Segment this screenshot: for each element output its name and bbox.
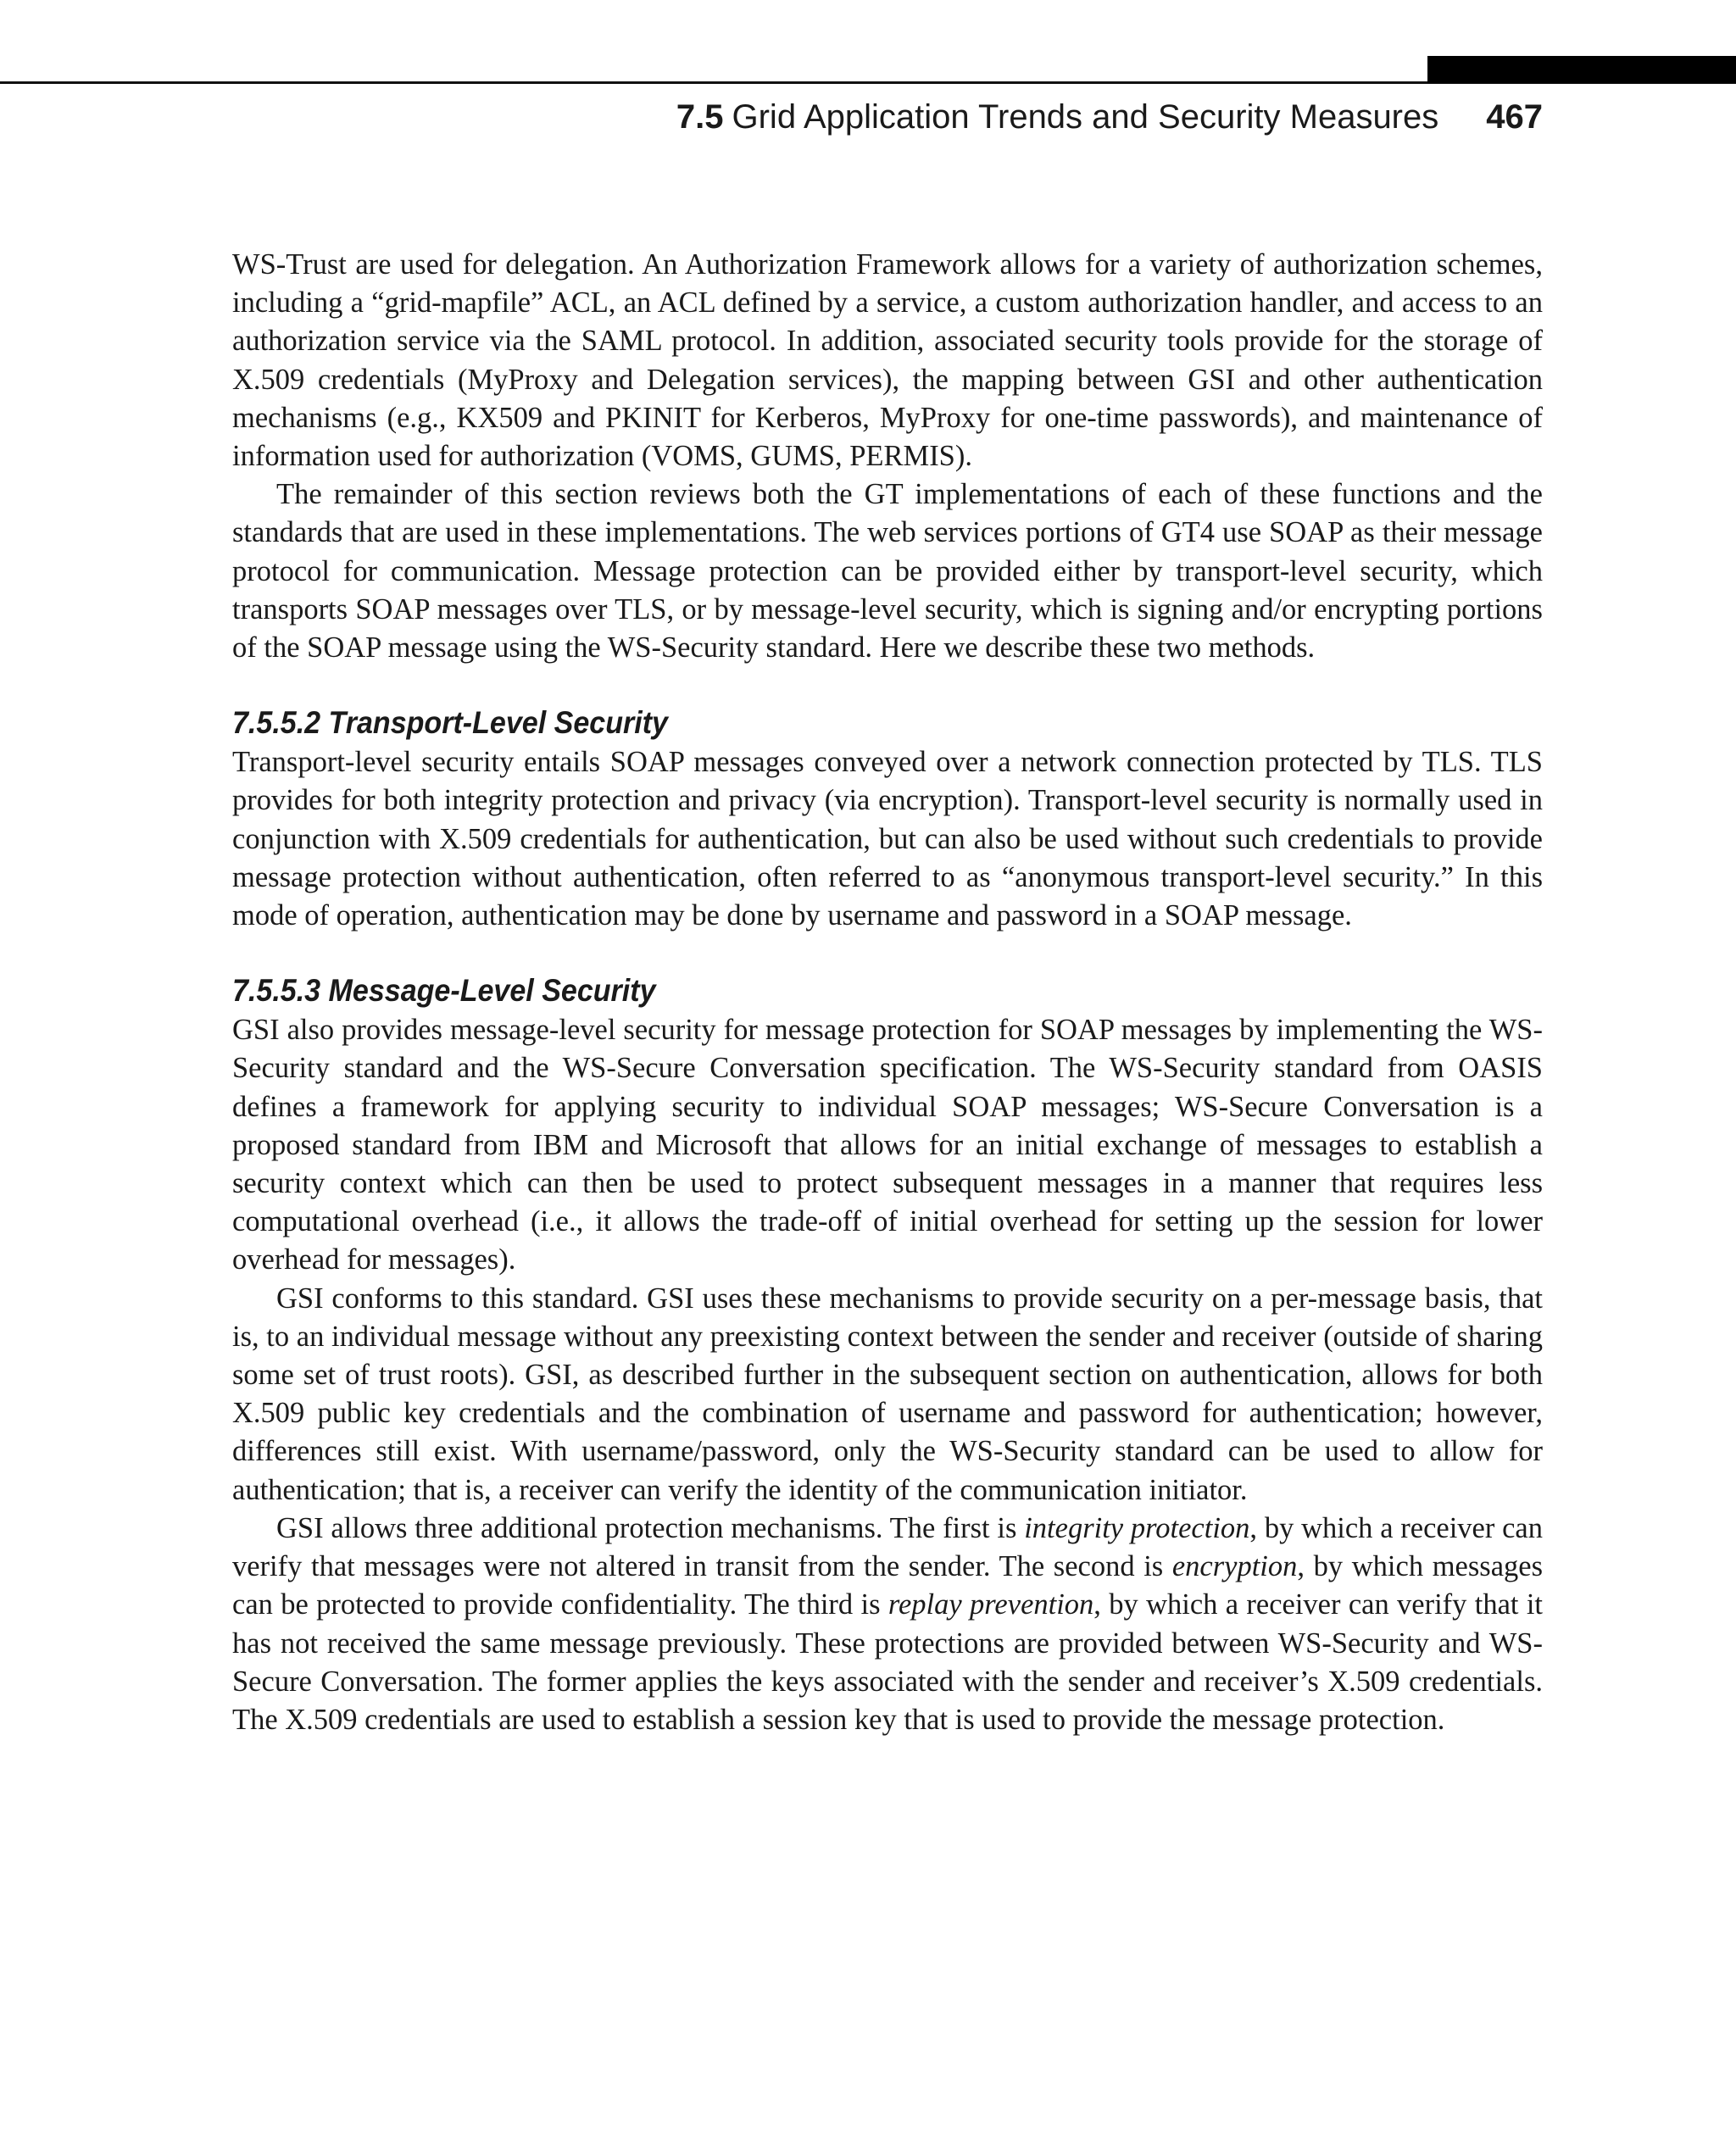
paragraph: WS-Trust are used for delegation. An Authorization Framework allows for a variety of authorization schemes, including a “grid-mapfile” ACL, an ACL defined by a service, a custom authorization handler, and access to an authorization service via the SAML protocol. In addition, associated security tools provide for the storage of X.509 credentials (MyProxy and Delegation services), the mapping between GSI and other authentication mechanisms (e.g., KX509 and PKINIT for Kerberos, MyProxy for one-time passwords), and maintenance of information used for authorization (VOMS, GUMS, PERMIS). (232, 248, 1543, 473)
text-run: , by which a receiver can verify that it has not received the same message previously. These protections are provided between WS-Security and WS-Secure Conversation. The former applies the keys associated with the sender and receiver’s X.509 credentials. The X.509 credentials are used to establish a session key that is used to provide the message protection. (232, 1588, 1543, 1736)
emphasis-encryption: encryption (1171, 1550, 1298, 1583)
subsection-heading-transport: 7.5.5.2 Transport-Level Security (232, 705, 668, 741)
header-tab-bar (1427, 56, 1736, 83)
emphasis-integrity-protection: integrity protection (1024, 1511, 1250, 1544)
paragraph: Transport-level security entails SOAP messages conveyed over a network connection protected by TLS. TLS provides for both integrity protection and privacy (via encryption). Transport-level security is normally used in conjunction with X.509 credentials for authentication, but can also be used without such credentials to provide message protection without authentication, often referred to as “anonymous transport-level security.” In this mode of operation, authentication may be done by username and password in a SOAP message. (232, 746, 1543, 932)
paragraph: GSI conforms to this standard. GSI uses these mechanisms to provide security on a per-message basis, that is, to an individual message without any preexisting context between the sender and receiver (outside of sharing some set of trust roots). GSI, as described further in the subsequent section on authentication, allows for both X.509 public key credentials and the combination of username and password for authentication; however, differences still exist. With username/password, only the WS-Security standard can be used to allow for authentication; that is, a receiver can verify the identity of the communication initiator. (232, 1282, 1543, 1506)
subsection-heading-message: 7.5.5.3 Message-Level Security (232, 973, 656, 1009)
text-run: , by which a receiver can verify that messages were not altered in transit from the sender. The second is (232, 1511, 1543, 1583)
page-number: 467 (1486, 98, 1543, 136)
text-run: GSI allows three additional protection mechanisms. The first is (276, 1511, 1025, 1544)
section-number: 7.5 (676, 98, 724, 136)
paragraph: GSI also provides message-level security for message protection for SOAP messages by implementing the WS-Security standard and the WS-Secure Conversation specification. The WS-Security standard from OASIS defines a framework for applying security to individual SOAP messages; WS-Secure Conversation is a proposed standard from IBM and Microsoft that allows for an initial exchange of messages to establish a security context which can then be used to protect subsequent messages in a manner that requires less computational overhead (i.e., it allows the trade-off of initial overhead for setting up the session for lower overhead for messages). (232, 1014, 1543, 1276)
running-head (676, 92, 1543, 142)
emphasis-replay-prevention: replay prevention (887, 1588, 1094, 1621)
paragraph: The remainder of this section reviews both the GT implementations of each of these functions and the standards that are used in these implementations. The web services portions of GT4 use SOAP as their message protocol for communication. Message protection can be provided either by transport-level security, which transports SOAP messages over TLS, or by message-level security, which is signing and/or encrypting portions of the SOAP message using the WS-Security standard. Here we describe these two methods. (232, 478, 1543, 665)
section-title: Grid Application Trends and Security Measures (732, 98, 1439, 136)
page-body (232, 246, 1543, 1739)
paragraph (232, 1510, 1543, 1739)
text-run: , by which messages can be protected to provide confidentiality. The third is (232, 1550, 1543, 1621)
